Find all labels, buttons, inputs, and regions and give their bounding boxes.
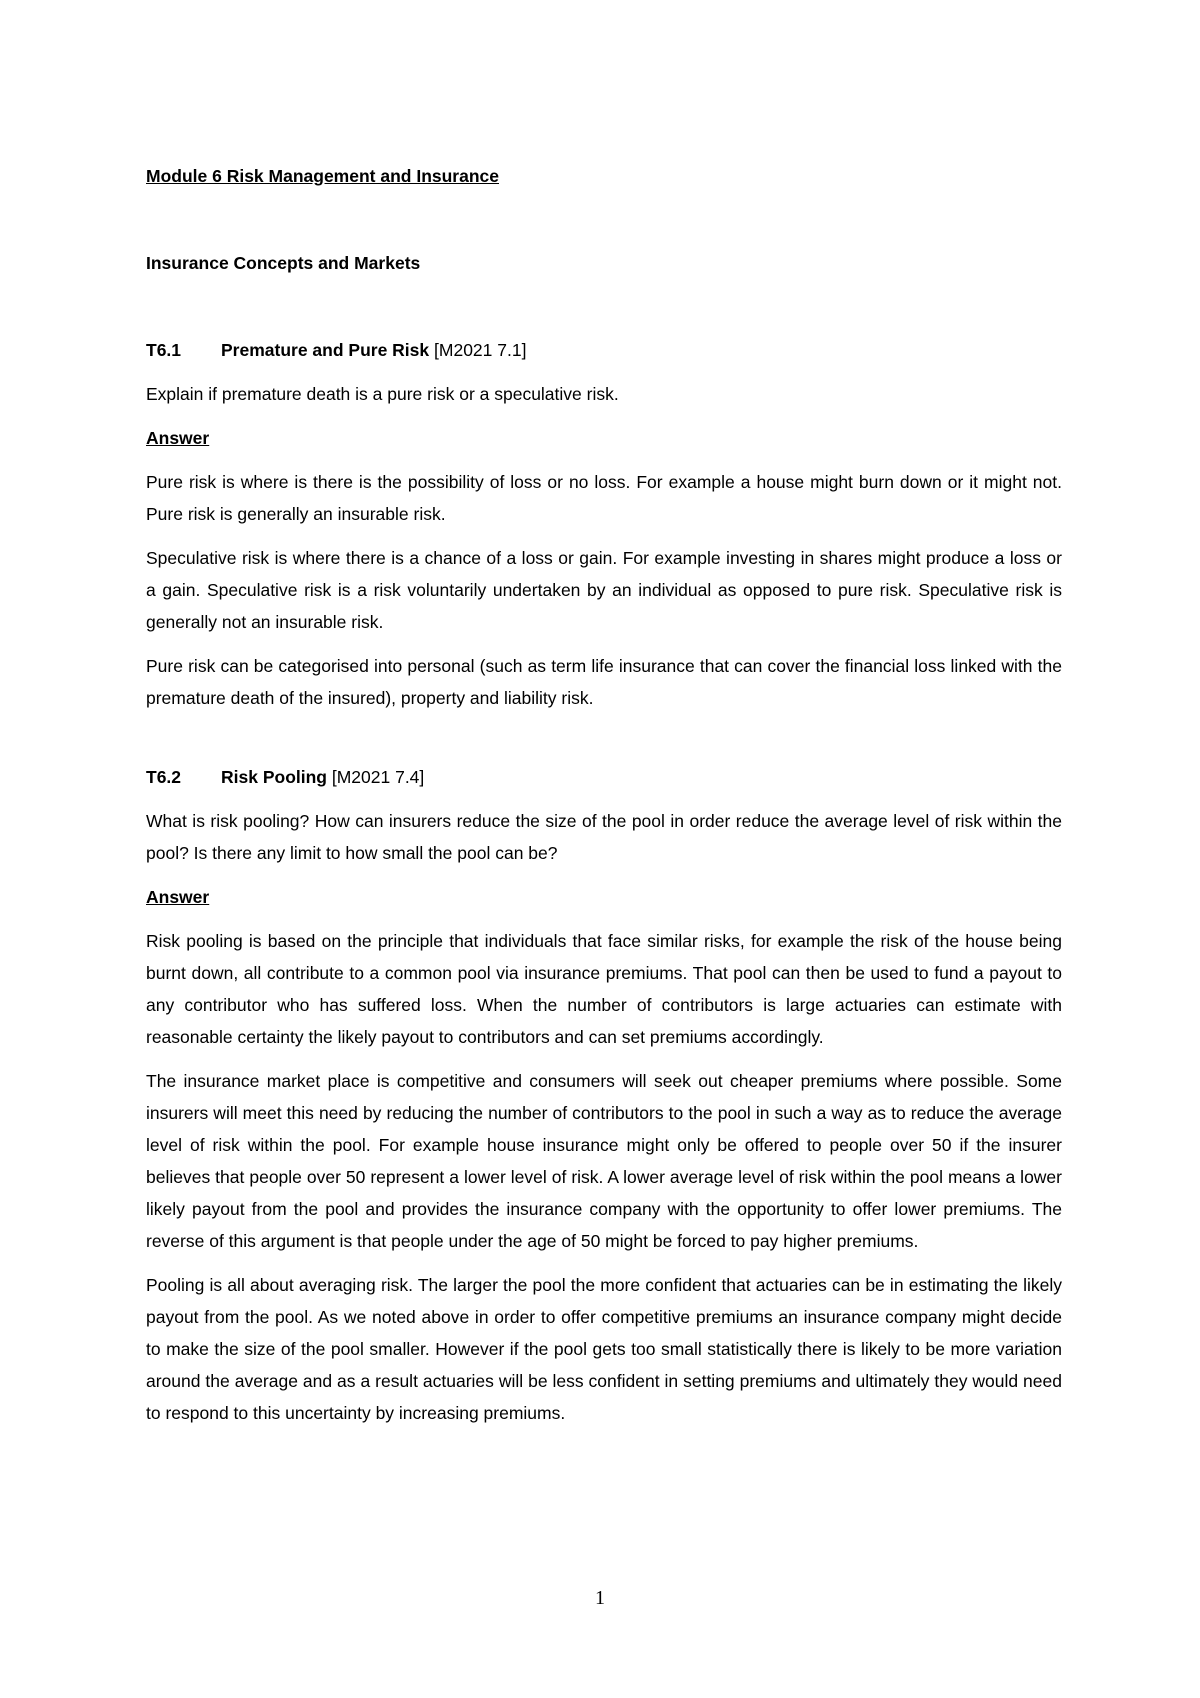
question-block (146, 334, 1062, 714)
question-heading (146, 334, 1062, 366)
question-name: Premature and Pure Risk (221, 340, 430, 360)
answer-label: Answer (146, 428, 210, 448)
question-number: T6.2 (146, 767, 182, 787)
answer-paragraph: Pooling is all about averaging risk. The larger the pool the more confident that actuaries can be in estimating the likely payout from the pool. As we noted above in order to offer competitive premiums an insurance company might decide to make the size of the pool smaller. However if the pool gets too small statistically there is likely to be more variation around the average and as a result actuaries will be less confident in setting premiums and ultimately they would need to respond to this uncertainty by increasing premiums. (146, 1275, 1062, 1423)
answer-label: Answer (146, 887, 210, 907)
question-block (146, 761, 1062, 1429)
question-name: Risk Pooling (221, 767, 327, 787)
question-number: T6.1 (146, 340, 182, 360)
answer-paragraph: Pure risk can be categorised into personal (such as term life insurance that can cover the financial loss linked with the premature death of the insured), property and liability risk. (146, 656, 1062, 708)
answer-paragraph: Speculative risk is where there is a chance of a loss or gain. For example investing in shares might produce a loss or a gain. Speculative risk is a risk voluntarily undertaken by an individual as opposed to pure risk. Speculative risk is generally not an insurable risk. (146, 548, 1062, 632)
answer-paragraph: Pure risk is where is there is the possibility of loss or no loss. For example a house might burn down or it might not. Pure risk is generally an insurable risk. (146, 472, 1062, 524)
question-text: Explain if premature death is a pure risk or a speculative risk. (146, 384, 619, 404)
question-heading (146, 761, 1062, 793)
section-title: Insurance Concepts and Markets (146, 253, 421, 273)
page-content (146, 160, 1062, 1429)
question-reference: [M2021 7.1] (434, 340, 527, 360)
module-title: Module 6 Risk Management and Insurance (146, 166, 499, 186)
question-text: What is risk pooling? How can insurers reduce the size of the pool in order reduce the average level of risk within the pool? Is there any limit to how small the pool can be? (146, 811, 1062, 863)
question-reference: [M2021 7.4] (331, 767, 425, 787)
answer-paragraph: The insurance market place is competitive and consumers will seek out cheaper premiums where possible. Some insurers will meet this need by reducing the number of contributors to the pool in such a way as to reduce the average level of risk within the pool. For example house insurance might only be offered to people over 50 if the insurer believes that people over 50 represent a lower level of risk. A lower average level of risk within the pool means a lower likely payout from the pool and provides the insurance company with the opportunity to offer lower premiums. The reverse of this argument is that people under the age of 50 might be forced to pay higher premiums. (146, 1071, 1062, 1251)
answer-paragraph: Risk pooling is based on the principle that individuals that face similar risks, for example the risk of the house being burnt down, all contribute to a common pool via insurance premiums. That pool can then be used to fund a payout to any contributor who has suffered loss. When the number of contributors is large actuaries can estimate with reasonable certainty the likely payout to contributors and can set premiums accordingly. (146, 931, 1062, 1047)
page-number: 1 (595, 1587, 605, 1609)
